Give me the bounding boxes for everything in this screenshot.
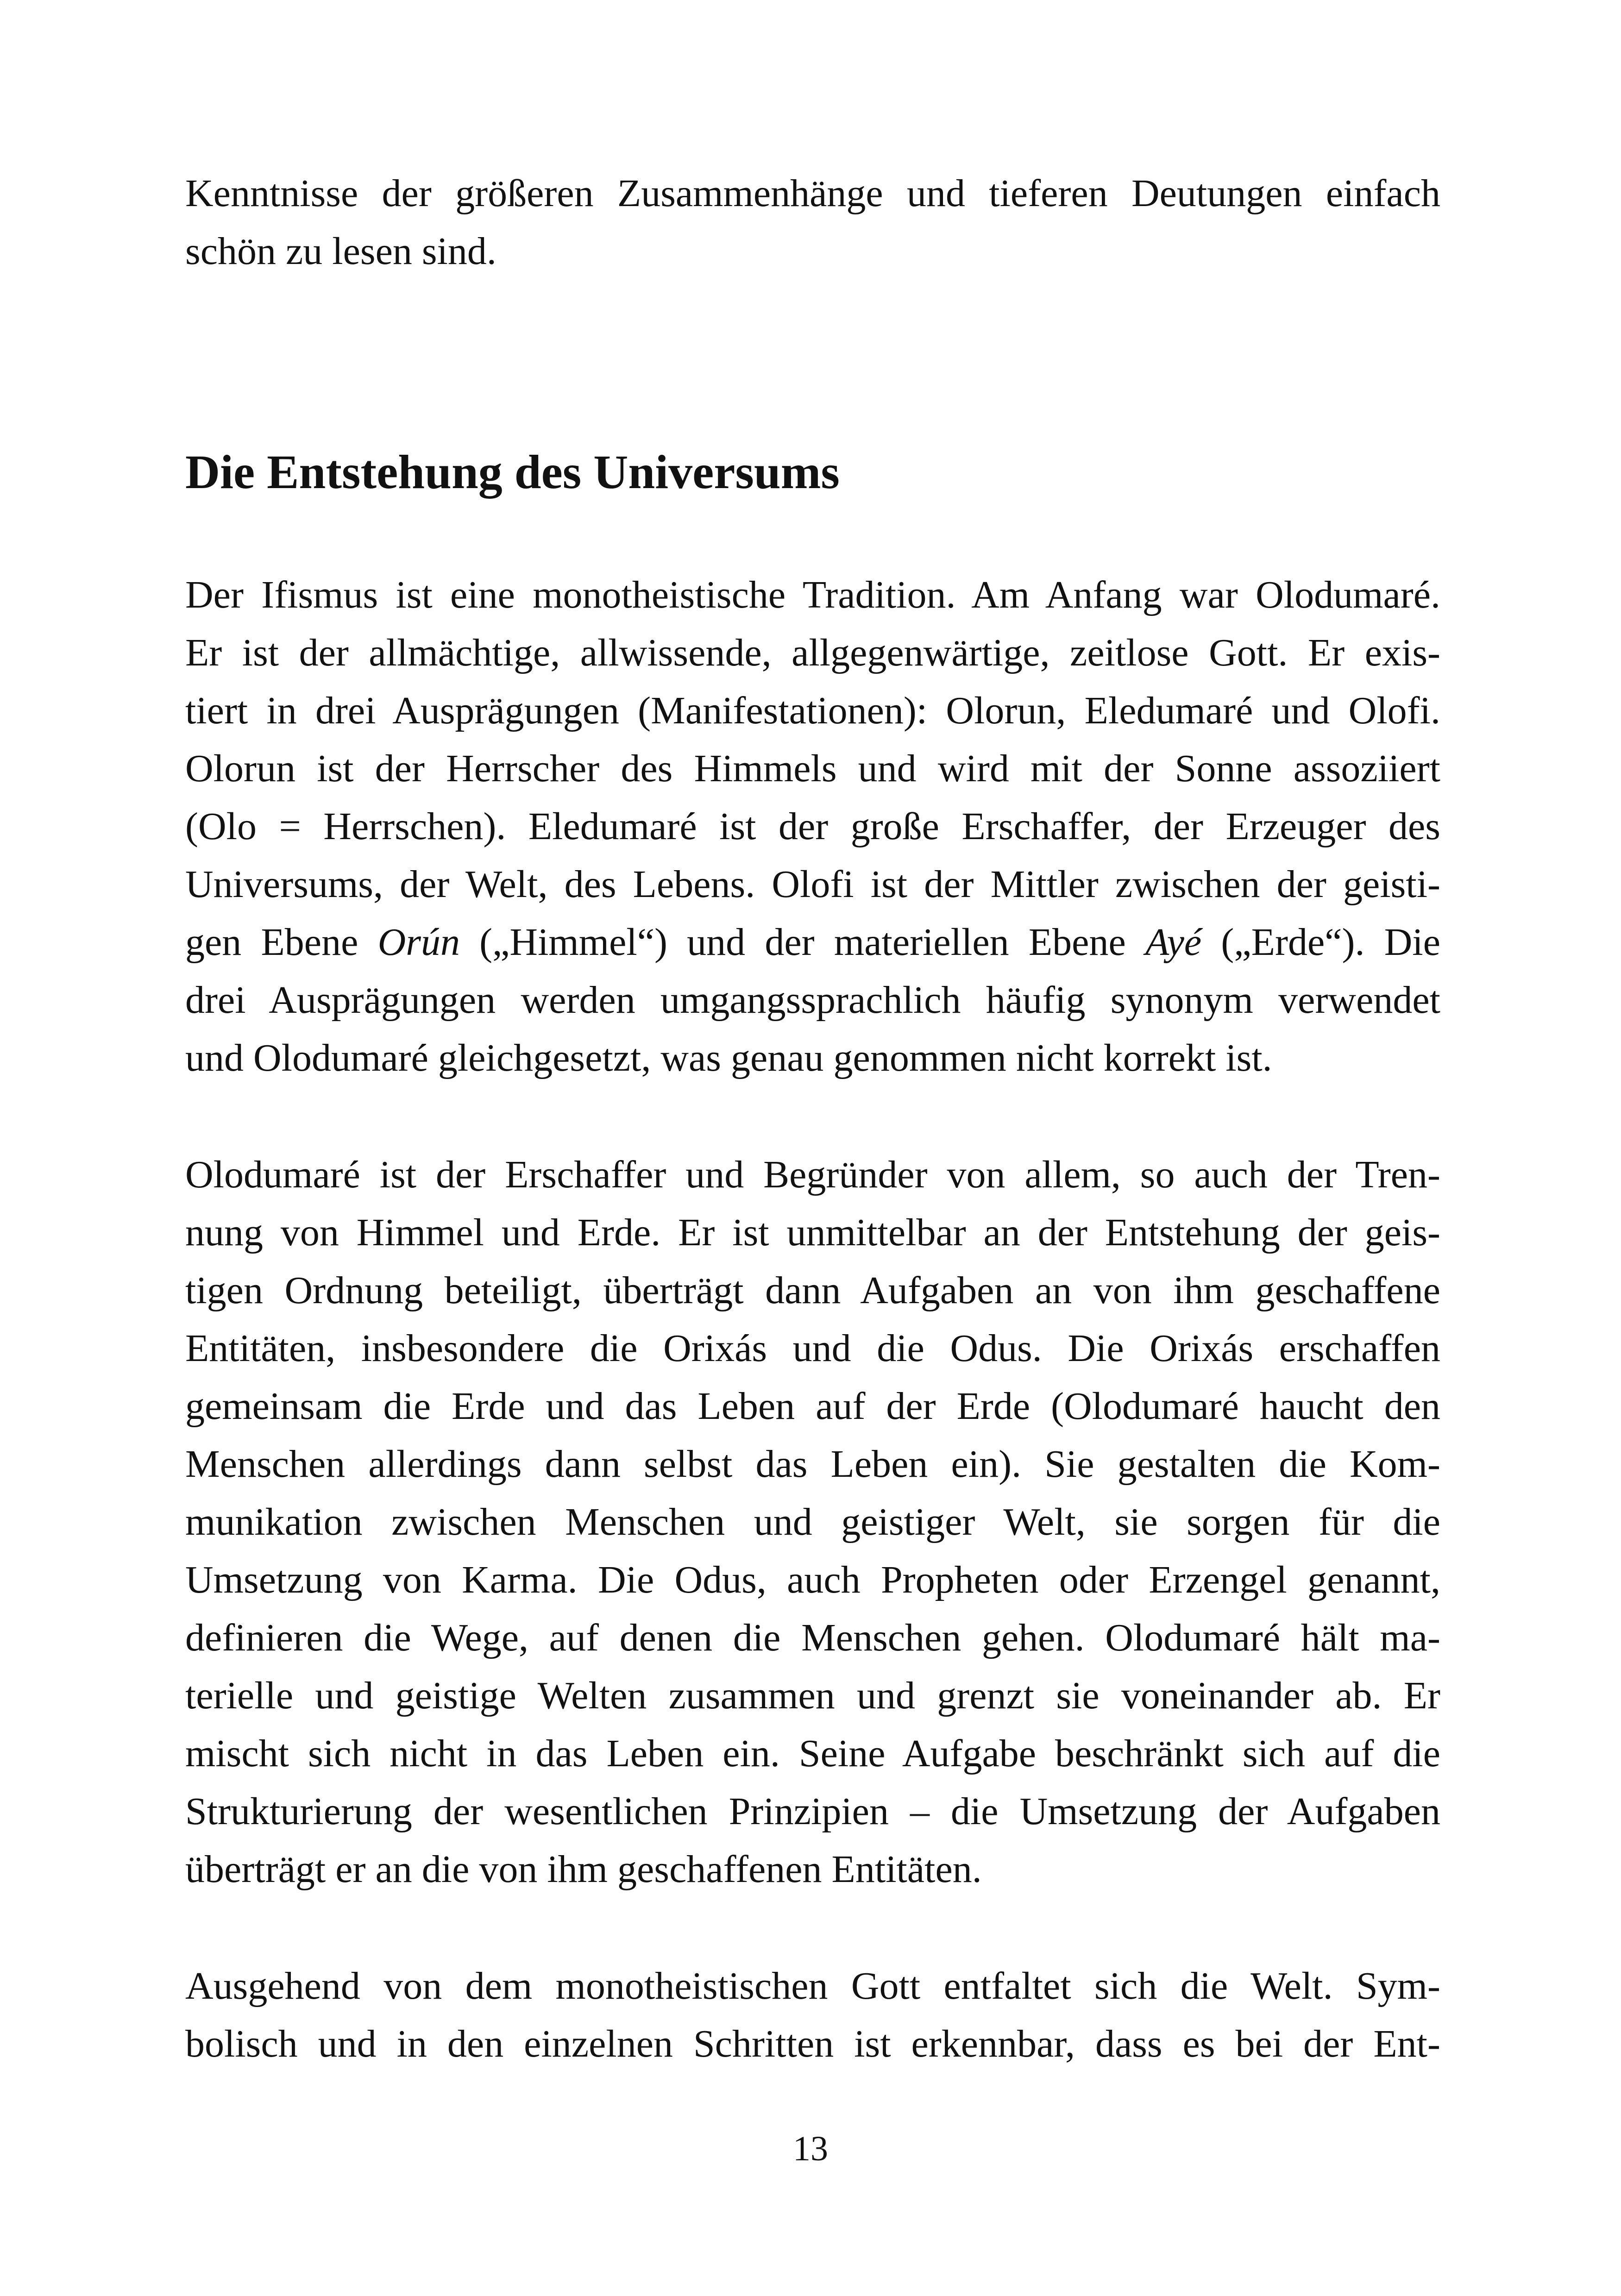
text-fragment: („Erde“). Die — [1201, 921, 1440, 964]
text-line: Entitäten, insbesondere die Orixás und die Odus. Die Orixás erschaffen — [185, 1327, 1440, 1370]
text-line: tiert in drei Ausprägungen (Manifestationen): Olorun, Eledumaré und Olofi. — [185, 689, 1440, 732]
text-line: gemeinsam die Erde und das Leben auf der Erde (Olodumaré haucht den — [185, 1385, 1440, 1428]
page-number: 13 — [793, 2129, 828, 2168]
text-line: Er ist der allmächtige, allwissende, allgegenwärtige, zeitlose Gott. Er exis- — [185, 631, 1440, 674]
text-fragment: („Himmel“) und der materiellen Ebene — [459, 921, 1145, 964]
italic-term-aye: Ayé — [1145, 921, 1202, 964]
text-line: Menschen allerdings dann selbst das Leben ein). Sie gestalten die Kom- — [185, 1443, 1440, 1486]
text-line: nung von Himmel und Erde. Er ist unmittelbar an der Entstehung der geis- — [185, 1211, 1440, 1254]
text-line: überträgt er an die von ihm geschaffenen Entitäten. — [185, 1848, 982, 1891]
intro-paragraph — [185, 164, 1440, 280]
section-heading: Die Entstehung des Universums — [185, 445, 840, 499]
paragraph-2 — [185, 1146, 1440, 1898]
text-line-with-italic-terms — [185, 913, 1440, 971]
text-line: Der Ifismus ist eine monotheistische Tradition. Am Anfang war Olodumaré. — [185, 573, 1440, 616]
text-line: Ausgehend von dem monotheistischen Gott entfaltet sich die Welt. Sym- — [185, 1964, 1440, 2007]
text-line: Olodumaré ist der Erschaffer und Begründer von allem, so auch der Tren- — [185, 1153, 1440, 1196]
text-line: schön zu lesen sind. — [185, 230, 496, 273]
text-line: mischt sich nicht in das Leben ein. Seine Aufgabe beschränkt sich auf die — [185, 1732, 1440, 1775]
text-line: Umsetzung von Karma. Die Odus, auch Propheten oder Erzengel genannt, — [185, 1558, 1440, 1601]
text-line: munikation zwischen Menschen und geistiger Welt, sie sorgen für die — [185, 1500, 1440, 1543]
text-line: (Olo = Herrschen). Eledumaré ist der große Erschaffer, der Erzeuger des — [185, 805, 1440, 848]
text-line: bolisch und in den einzelnen Schritten ist erkennbar, dass es bei der Ent- — [185, 2022, 1440, 2065]
text-line: Olorun ist der Herrscher des Himmels und wird mit der Sonne assoziiert — [185, 747, 1440, 790]
text-line: Kenntnisse der größeren Zusammenhänge und tieferen Deutungen einfach — [185, 172, 1440, 215]
text-line: terielle und geistige Welten zusammen und grenzt sie voneinander ab. Er — [185, 1674, 1440, 1717]
paragraph-1 — [185, 566, 1440, 1087]
text-line: Universums, der Welt, des Lebens. Olofi ist der Mittler zwischen der geisti- — [185, 863, 1440, 906]
text-line: drei Ausprägungen werden umgangssprachlich häufig synonym verwendet — [185, 979, 1440, 1022]
text-line: Strukturierung der wesentlichen Prinzipien – die Umsetzung der Aufgaben — [185, 1790, 1440, 1833]
paragraph-3 — [185, 1957, 1440, 2073]
text-line: definieren die Wege, auf denen die Menschen gehen. Olodumaré hält ma- — [185, 1616, 1440, 1659]
italic-term-orun: Orún — [377, 921, 460, 964]
text-line: tigen Ordnung beteiligt, überträgt dann Aufgaben an von ihm geschaffene — [185, 1269, 1440, 1312]
text-line: und Olodumaré gleichgesetzt, was genau genommen nicht korrekt ist. — [185, 1036, 1272, 1079]
text-fragment: gen Ebene — [185, 921, 378, 964]
